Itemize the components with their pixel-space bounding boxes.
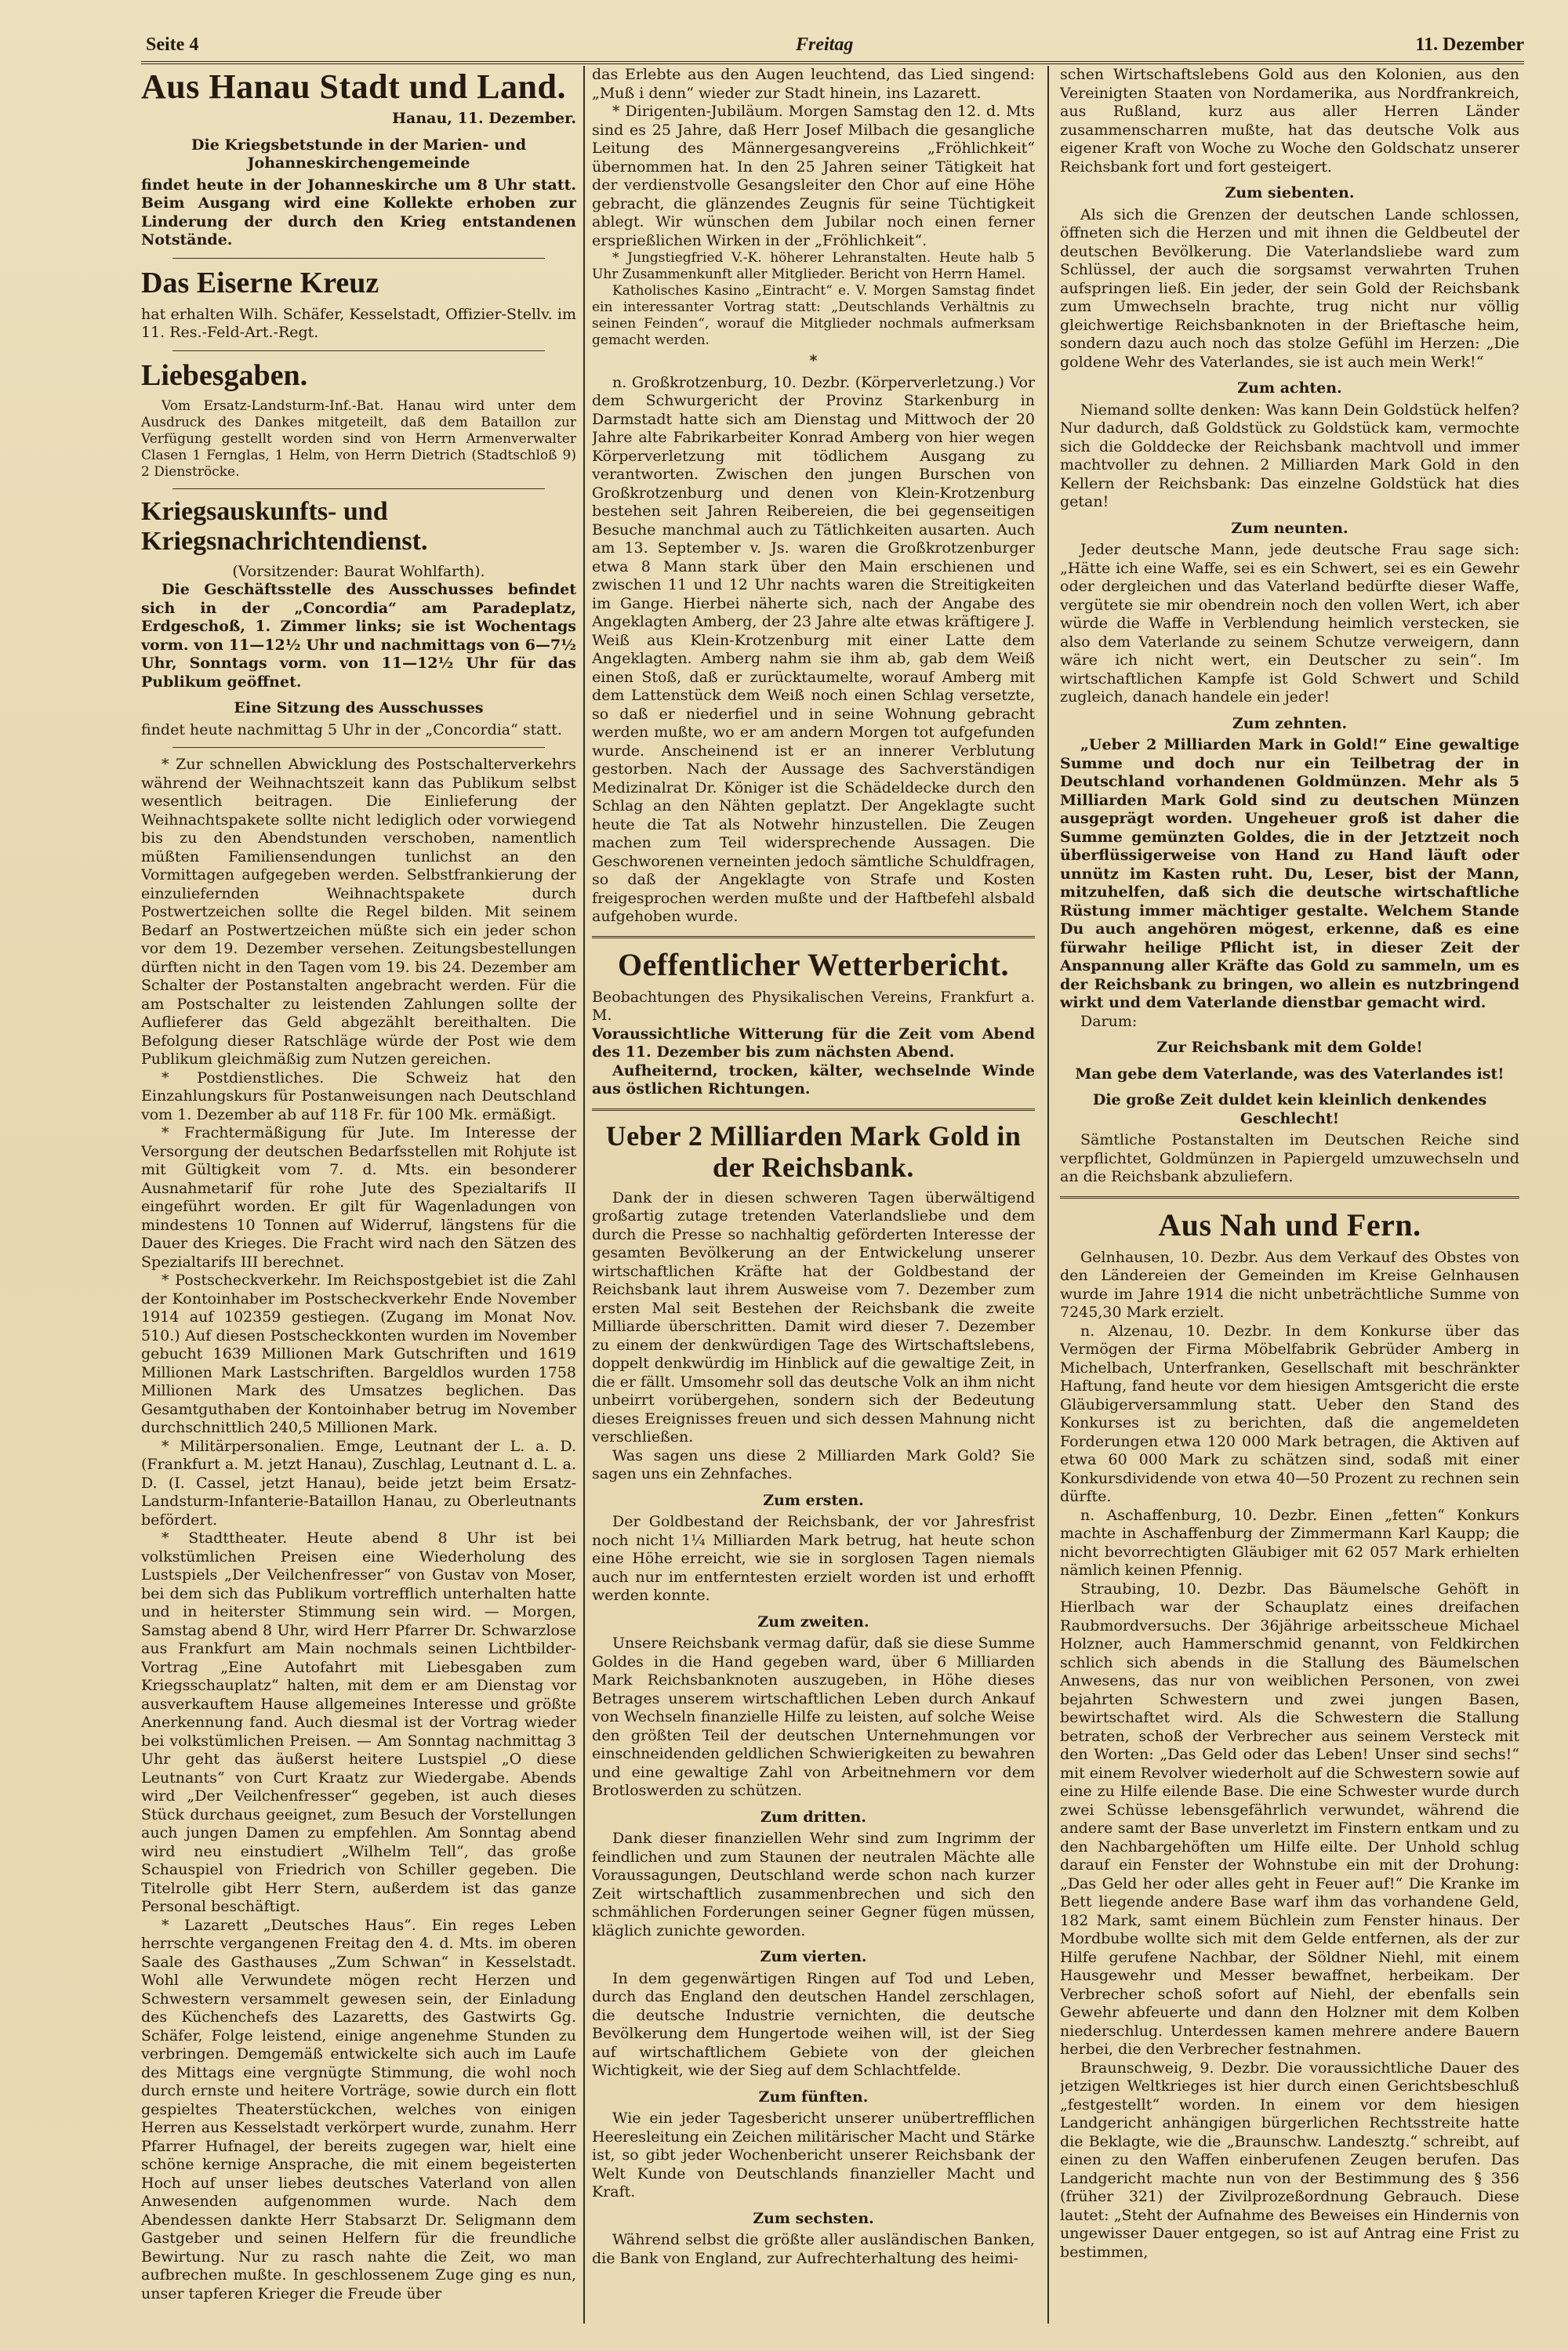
divider	[172, 350, 545, 351]
divider	[592, 936, 1035, 938]
kasino-article: Katholisches Kasino „Eintracht“ e. V. Morgen Samstag findet ein interessanter Vortrag statt: „Deutschlands Verhältnis zu seinen Feinden“, worauf die Mitglieder nochmals aufmerksam gemacht werden.	[592, 283, 1035, 348]
wetterbericht-title: Oeffentlicher Wetterbericht.	[618, 946, 1009, 982]
wetterbericht-text: Aufheiternd, trocken, kälter, wechselnde Winde aus östlichen Richtungen.	[592, 1061, 1035, 1097]
jungsiegfried-article: * Jungstiegfried V.-K. höherer Lehranstalten. Heute halb 5 Uhr Zusammenkunft aller Mitglieder. Bericht von Herrn Hamel.	[592, 250, 1035, 282]
jute-article: * Frachtermäßigung für Jute. Im Interesse der Versorgung der deutschen Bedarfsstellen mit Rohjute ist mit Gültigkeit vom 7. d. Mts. ein besonderer Ausnahmetarif für rohe Jute des Spezialtarifs II eingeführt worden. Er gilt für Wagenladungen von mindestens 10 Tonnen auf Widerruf, längstens für die Dauer des Krieges. Die Fracht wird nach den Sätzen des Spezialtarifs III berechnet.	[141, 1124, 576, 1271]
gold-intro: Dank der in diesen schweren Tagen überwältigend großartig zutage tretenden Vaterlandsliebe und dem durch die Presse so nachhaltig geförderten Interesse der gesamten Bevölkerung an der Entwickelung unserer wirtschaftlichen Kräfte hat der Goldbestand der Reichsbank laut ihrem Ausweise vom 7. Dezember zum ersten Mal seit Bestehen der Reichsbank die zweite Milliarde überschritten. Damit wird dieser 7. Dezember zu einem der denkwürdigen Tage des Wirtschaftslebens, doppelt denkwürdig im Hinblick auf die gewaltige Zeit, in die er fällt. Umsomehr soll das deutsche Volk an ihm nicht unbeirrt vorübergehen, sondern sich der Bedeutung dieses Ereignisses freuen und sich dessen Mahnung nicht verschließen.	[592, 1188, 1035, 1446]
gold-text-1: Der Goldbestand der Reichsbank, der vor Jahresfrist noch nicht 1¼ Milliarden Mark betrug, hat heute schon eine Höhe erreicht, wie sie in sorglosen Tagen niemals auch nur im entferntesten erzielt worden ist und erhofft werden konnte.	[592, 1513, 1035, 1604]
slogan-1: Zur Reichsbank mit dem Golde!	[1156, 1039, 1423, 1056]
postscheck-article: * Postscheckverkehr. Im Reichspostgebiet ist die Zahl der Kontoinhaber im Postscheckverkehr Ende November 1914 auf 102359 gestiegen. (Zugang im Monat Nov. 510.) Auf diesen Postscheckkonten wurden im November gebucht 1639 Millionen Mark Gutschriften und 1619 Millionen Mark Lastschriften. Bargeldlos wurden 1758 Millionen Mark des Umsatzes beglichen. Das Gesamtguthaben der Kontoinhaber betrug im November durchschnittlich 240,5 Millionen Mark.	[141, 1272, 576, 1436]
militaer-article: * Militärpersonalien. Emge, Leutnant der L. a. D. (Frankfurt a. M. jetzt Hanau), Zuschlag, Leutnant d. L. a. D. (I. Cassel, jetzt Hanau), beide jetzt beim Ersatz-Landsturm-Infanterie-Bataillon Hanau, zu Oberleutnants befördert.	[141, 1437, 576, 1529]
issue-date: 11. Dezember	[1415, 34, 1524, 55]
gold-heading-5: Zum fünften.	[758, 2088, 869, 2106]
gold-text-10: „Ueber 2 Milliarden Mark in Gold!“ Eine gewaltige Summe und doch nur ein Teilbetrag der in Deutschland vorhandenen Goldmünzen. Mehr als 5 Milliarden Mark Gold sind zu deutschen Münzen ausgeprägt worden. Ungeheuer groß ist daher die Summe gemünzten Goldes, die in der Jetztzeit noch überflüssigerweise von Hand zu Hand läuft oder unnütz im Kasten ruht. Du, Leser, bist der Mann, mitzuhelfen, daß sich die deutsche wirtschaftliche Rüstung immer mächtiger gestalte. Welchem Stande Du auch angehören mögest, erkenne, daß es eine fürwahr heilige Pflicht ist, in dieser Zeit der Anspannung aller Kräfte das Gold zu sammeln, um es der Reichsbank zu bringen, wo allein es nutzbringend wirkt und dem Vaterlande dienstbar gemacht wird.	[1060, 736, 1519, 1011]
divider	[592, 1108, 1035, 1111]
grosskrotzenburg-article: n. Großkrotzenburg, 10. Dezbr. (Körperverletzung.) Vor dem Schwurgericht der Provinz Starkenburg in Darmstadt hatte sich am Dienstag und Mittwoch der 20 Jahre alte Fabrikarbeiter Konrad Amberg von hier wegen Körperverletzung mit tödlichem Ausgang zu verantworten. Zwischen den jungen Burschen von Großkrotzenburg und denen von Klein-Krotzenburg bestehen seit Jahren Reibereien, die bei gegenseitigen Besuche manchmal auch zu Tätlichkeiten ausarten. Auch am 13. September v. Js. waren die Großkrotzenburger etwa 8 Mann stark über den Main erschienen und zwischen 11 und 12 Uhr nachts waren die Streitigkeiten im Gange. Hierbei näherte sich, nach der Angabe des Angeklagten Amberg, der 23 Jahre alte etwas kräftigere J. Weiß aus Klein-Krotzenburg mit einer Latte dem Angeklagten. Amberg nahm sie ihm ab, gab dem Weiß einen Stoß, daß er zurücktaumelte, worauf Amberg mit dem Lattenstück dem Weiß noch einen Schlag versetzte, so daß er niederfiel und in seine Wohnung gebracht werden mußte, wo er am andern Morgen tot aufgefunden wurde. Anscheinend ist er an innerer Verblutung gestorben. Nach der Aussage des Sachverständigen Medizinalrat Dr. Königer ist die Schädeldecke durch den Schlag an den Nähten geplatzt. Der Angeklagte sucht heute die Tat als Notwehr hinzustellen. Die Zeugen machen zum Teil widersprechende Aussagen. Die Geschworenen verneinten jedoch sämtliche Schuldfragen, so daß der Angeklagte von Strafe und Kosten freigesprochen werden mußte und der Haftbefehl alsbald aufgehoben wurde.	[592, 373, 1035, 925]
header-rule	[141, 61, 1524, 64]
dateline: Hanau, 11. Dezember.	[392, 110, 576, 127]
gold-heading-4: Zum vierten.	[760, 1948, 867, 1965]
gold-title: Ueber 2 Milliarden Mark Gold in der Reichsbank.	[605, 1119, 1022, 1183]
column-2	[592, 66, 1035, 2324]
lazarett-continued: das Erlebte aus den Augen leuchtend, das Lied singend: „Muß i denn“ wieder zur Stadt hinein, ins Lazarett.	[592, 66, 1035, 102]
gold-text-2: Unsere Reichsbank vermag dafür, daß sie diese Summe Goldes in die Hand gegeben ward, über 6 Milliarden Mark Reichsbanknoten auszugeben, in Höhe dieses Betrages unserem wirtschaftlichen Leben durch Ankauf von Wechseln finanzielle Hilfe zu leisten, auf solche Weise den größten Teil der deutschen Unternehmungen vor einschneidenden geldlichen Schwierigkeiten zu bewahren und eine gewaltige Zahl von Arbeitnehmern vor dem Brotloswerden zu schützen.	[592, 1634, 1035, 1799]
aschaffenburg-article: n. Aschaffenburg, 10. Dezbr. Einen „fetten“ Konkurs machte in Aschaffenburg der Zimmermann Karl Kaupp; die nicht bevorrechtigten Gläubiger mit 62 057 Mark erhielten nämlich keinen Pfennig.	[1060, 1506, 1519, 1579]
sitzung-text: findet heute nachmittag 5 Uhr in der „Concordia“ statt.	[141, 720, 562, 738]
star-separator: *	[809, 352, 818, 369]
gelnhausen-article: Gelnhausen, 10. Dezbr. Aus dem Verkauf des Obstes von den Ländereien der Gemeinden im Kreise Gelnhausen wurde im Jahre 1914 die nicht unbeträchtliche Summe von 7245,30 Mark erzielt.	[1060, 1248, 1519, 1321]
gold-text-5: Wie ein jeder Tagesbericht unserer unübertrefflichen Heeresleitung ein Zeichen militärischer Macht und Stärke ist, so gibt jeder Wochenbericht unserer Reichsbank der Welt Kunde von Deutschlands finanzieller Macht und Kraft.	[592, 2110, 1035, 2200]
gold-text-8: Niemand sollte denken: Was kann Dein Goldstück helfen? Nur dadurch, daß Goldstück zu Goldstück kam, vermochte sich die Golddecke der Reichsbank machtvoll und immer machtvoller zu dehnen. 2 Milliarden Mark Gold in den Kellern der Reichsbank: Das einzelne Goldstück hat dies getan!	[1060, 401, 1519, 510]
gold-heading-1: Zum ersten.	[763, 1491, 864, 1509]
gold-text-3: Dank dieser finanziellen Wehr sind zum Ingrimm der feindlichen und zum Staunen der neutralen Mächte alle Voraussagungen, Deutschland werde schon nach kurzer Zeit wirtschaftlich zusammenbrechen und sich den schmählichen Forderungen seiner Gegner fügen müssen, kläglich zunichte geworden.	[592, 1830, 1035, 1939]
gold-question: Was sagen uns diese 2 Milliarden Mark Gold? Sie sagen uns ein Zehnfaches.	[592, 1446, 1035, 1482]
column-3	[1060, 66, 1519, 2324]
darum: Darum:	[1080, 1012, 1138, 1030]
dirigent-article: * Dirigenten-Jubiläum. Morgen Samstag den 12. d. Mts sind es 25 Jahre, daß Herr Josef Milbach die gesangliche Leitung des Männergesangvereins „Fröhlichkeit“ übernommen hat. In den 25 Jahren seiner Tätigkeit hat der verdienstvolle Gesangsleiter den Chor auf eine Höhe gebracht, die glänzendes Zeugnis für seine Tüchtigkeit ablegt. Wir wünschen dem Jubilar noch einen ferner ersprießlichen Wirken in der „Fröhlichkeit“.	[592, 103, 1035, 249]
gold-text-9: Jeder deutsche Mann, jede deutsche Frau sage sich: „Hätte ich eine Waffe, sei es ein Schwert, sei es ein Gewehr oder dergleichen und das Vaterland bedürfte dieser Waffe, vergütete sie mir obendrein noch den vollen Wert, ich aber würde die Waffe in Verblendung heimlich verstecken, sie also dem Vaterlande zu seinem Schutze verweigern, dann wäre ich nicht wert, ein Deutscher zu sein“. Im wirtschaftlichen Kampfe ist Gold Schwert und Schild zugleich, danach handele ein jeder!	[1060, 541, 1519, 706]
liebesgaben-text: Vom Ersatz-Landsturm-Inf.-Bat. Hanau wird unter dem Ausdruck des Dankes mitgeteilt, daß dem Bataillon zur Verfügung gestellt worden sind von Herrn Armenverwalter Clasen 1 Fernglas, 1 Helm, von Herrn Dietrich (Stadtschloß 9) 2 Dienströcke.	[141, 397, 576, 480]
gold-heading-8: Zum achten.	[1237, 379, 1342, 397]
divider	[1060, 1196, 1519, 1199]
page-header	[55, 34, 1524, 60]
lazarett-article: * Lazarett „Deutsches Haus“. Ein reges Leben herrschte vergangenen Freitag den 4. d. Mts. im oberen Saale des Gasthauses „Zum Schwan“ in Kesselstadt. Wohl alle Verwundete mögen recht Herzen und Schwestern versammelt gewesen sein, der Einladung des Küchenchefs des Lazaretts, des Gastwirts Gg. Schäfer, Folge leistend, einige angenehme Stunden zu verbringen. Demgemäß entwickelte sich auch im Laufe des Mittags eine vergnügte Stimmung, die wohl noch durch ernste und heitere Vorträge, sowie durch ein flott gespieltes Theaterstückchen, welches von einigen Herren aus Kesselstadt verkörpert wurde, zunahm. Herr Pfarrer Hufnagel, der bereits zugegen war, hielt eine schöne kernige Ansprache, die mit einem begeisterten Hoch auf unser liebes deutsches Vaterland von allen Anwesenden aufgenommen wurde. Nach dem Abendessen dankte Herr Stabsarzt Dr. Seligmann dem Gastgeber und seinen Helfern für die freundliche Bewirtung. Nur zu rasch nahte die Zeit, wo man aufbrechen mußte. In geschlossenem Zuge ging es nun, unser tapferen Krieger die Freude über	[141, 1916, 576, 2302]
divider	[172, 747, 545, 748]
nah-fern-title: Aus Nah und Fern.	[1158, 1206, 1421, 1243]
wetterbericht-source: Beobachtungen des Physikalischen Vereins, Frankfurt a. M.	[592, 988, 1035, 1024]
alzenau-article: n. Alzenau, 10. Dezbr. In dem Konkurse über das Vermögen der Firma Möbelfabrik Gebrüder Amberg in Michelbach, Unterfranken, Gesellschaft mit beschränkter Haftung, fand heute vor dem hiesigen Amtsgericht die erste Gläubigerversammlung statt. Ueber den Stand des Konkurses ist zu berichten, daß die angemeldeten Forderungen etwa 120 000 Mark betragen, die Aktiven auf etwa 60 000 Mark zu schätzen sind, sodaß mit einer Konkursdividende von etwa 40—50 Prozent zu rechnen sein dürfte.	[1060, 1322, 1519, 1505]
gold-heading-6: Zum sechsten.	[753, 2209, 874, 2227]
braunschweig-article: Braunschweig, 9. Dezbr. Die voraussichtliche Dauer des jetzigen Weltkrieges ist hier durch einen Gerichtsbeschluß „festgestellt“ worden. In einem vor dem hiesigen Landgericht anhängigen bürgerlichen Rechtsstreite hatte die Beklagte, wie die „Braunschw. Landesztg.“ schreibt, auf einen zu den Waffen einberufenen Zeugen berufen. Das Landgericht machte nun von der Bestimmung des § 356 (früher 321) der Zivilprozeßordnung Gebrauch. Diese lautet: „Steht der Aufnahme des Beweises ein Hindernis von ungewisser Dauer entgegen, so ist auf Antrag eine Frist zu bestimmen,	[1060, 2059, 1519, 2261]
page-number: Seite 4	[146, 34, 199, 55]
gold-heading-2: Zum zweiten.	[757, 1613, 869, 1631]
gold-text-4: In dem gegenwärtigen Ringen auf Tod und Leben, durch das England den deutschen Handel zerschlagen, die deutsche Industrie vernichten, die deutsche Bevölkerung dem Hungertode weihen will, ist der Sieg auf wirtschaftlichem Gebiete von der gleichen Wichtigkeit, wie der Sieg auf dem Schlachtfelde.	[592, 1969, 1035, 2079]
sitzung-heading: Eine Sitzung des Ausschusses	[234, 699, 484, 717]
kriegsauskunft-text: Die Geschäftsstelle des Ausschusses befindet sich in der „Concordia“ am Paradeplatz, Erdgeschoß, 1. Zimmer links; sie ist Wochentags vorm. von 11—12½ Uhr und nachmittags von 6—7½ Uhr, Sonntags vorm. von 11—12½ Uhr für das Publikum geöffnet.	[141, 581, 576, 691]
gold-continued: schen Wirtschaftslebens Gold aus den Kolonien, aus den Vereinigten Staaten von Nordamerika, aus Nordfrankreich, aus Rußland, kurz aus aller Herren Länder zusammenscharren mußte, hat das deutsche Volk aus eigener Kraft von Woche zu Woche den Goldschatz unserer Reichsbank fort und fort gesteigert.	[1060, 66, 1519, 176]
gold-heading-3: Zum dritten.	[760, 1808, 866, 1826]
eisernes-kreuz-text: hat erhalten Wilh. Schäfer, Kesselstadt, Offizier-Stellv. im 11. Res.-Feld-Art.-Regt.	[141, 305, 576, 341]
stadttheater-article: * Stadttheater. Heute abend 8 Uhr ist bei volkstümlichen Preisen eine Wiederholung des Lustspiels „Der Veilchenfresser“ von Gustav von Moser, bei dem sich das Publikum vortrefflich unterhalten hatte und in heiterster Stimmung sein wird. — Morgen, Samstag abend 8 Uhr, wird Herr Pfarrer Dr. Schwarzlose aus Frankfurt am Main nochmals seinen Lichtbilder-Vortrag „Eine Autofahrt mit Liebesgaben zum Kriegsschauplatz“ halten, mit dem er am Dienstag vor ausverkauftem Hause allgemeines Interesse und größte Anerkennung fand. Auch diesmal ist der Vortrag wieder bei volkstümlichen Preisen. — Am Sonntag nachmittag 3 Uhr geht das äußerst heitere Lustspiel „O diese Leutnants“ von Curt Kraatz zur Wiedergabe. Abends wird „Der Veilchenfresser“ gegeben, ist auch dieses Stück durchaus geeignet, zum Besuch der Vorstellungen auch jungen Damen zu empfehlen. Am Sonntag abend wird neu einstudiert „Wilhelm Tell“, das große Schauspiel von Friedrich von Schiller gegeben. Die Titelrolle gibt Herr Stern, außerdem ist das ganze Personal beschäftigt.	[141, 1529, 576, 1915]
postanstalten-note: Sämtliche Postanstalten im Deutschen Reiche sind verpflichtet, Goldmünzen in Papiergeld umzuwechseln und an die Reichsbank abzuliefern.	[1060, 1131, 1519, 1185]
kirche-heading: Die Kriegsbetstunde in der Marien- und Johanneskirchengemeinde	[191, 136, 526, 172]
gold-heading-10: Zum zehnten.	[1232, 714, 1348, 732]
straubing-article: Straubing, 10. Dezbr. Das Bäumelsche Gehöft in Hierlbach war der Schauplatz eines dreifachen Raubmordversuchs. Der 36jährige arbeitsscheue Michael Holzner, auch Hammerschmid genannt, von Feldkirchen schlich sich abends in die Stallung des Bäumelschen Anwesens, das nur von weiblichen Personen, von zwei bejahrten Schwestern und zwei jungen Basen, bewirtschaftet wird. Als die Schwestern die Stallung betraten, schoß der Verbrecher aus seinem Versteck mit den Worten: „Das Geld oder das Leben! Unser sind sechs!“ mit einem Revolver wiederholt auf die Schwestern sowie auf eine zu Hilfe eilende Base. Die eine Schwester wurde durch zwei Schüsse lebensgefährlich verwundet, während die andere samt der Base unverletzt im Finstern entkam und zu den Nachbargehöften um Hilfe eilte. Der Unhold schlug darauf ein Fenster der Wohnstube ein mit der Drohung: „Das Geld her oder alles geht in Feuer auf!“ Die Kranke im Bett liegende andere Base warf ihm das vorhandene Geld, 182 Mark, samt einem Büchlein zum Fenster hinaus. Der Mordbube wollte sich mit dem Gelde entfernen, als der zur Hilfe gerufene Nachbar, der Söldner Niehl, mit einem Hausgewehr und Messer bewaffnet, herbeikam. Der Verbrecher schoß sofort auf Niehl, der ebenfalls sein Gewehr abfeuerte und dann den Holzner mit dem Kolben niederschlug. Unterdessen kamen mehrere andere Bauern herbei, die den Verbrecher festnahmen.	[1060, 1580, 1519, 2058]
kriegsauskunft-chair: (Vorsitzender: Baurat Wohlfarth).	[232, 562, 485, 580]
column-rule-1	[583, 66, 585, 2324]
wetterbericht-heading: Voraussichtliche Witterung für die Zeit vom Abend des 11. Dezember bis zum nächsten Abend.	[592, 1025, 1035, 1061]
liebesgaben-title: Liebesgaben.	[141, 358, 308, 392]
gold-heading-9: Zum neunten.	[1231, 519, 1348, 537]
gold-text-6: Während selbst die größte aller ausländischen Banken, die Bank von England, zur Aufrechterhaltung des heimi-	[592, 2231, 1035, 2267]
post-article: * Zur schnellen Abwicklung des Postschalterverkehrs während der Weihnachtszeit kann das Publikum selbst wesentlich beitragen. Die Einlieferung der Weihnachtspakete sollte nicht lediglich oder vorwiegend bis zu den Abendstunden verschoben, namentlich müßten Familiensendungen tunlichst an den Vormittagen aufgegeben werden. Selbstfrankierung der einzuliefernden Weihnachtspakete durch Postwertzeichen sollte die Regel bilden. Mit seinem Bedarf an Postwertzeichen müßte sich ein jeder schon vor dem 19. Dezember versehen. Zeitungsbestellungen dürften nicht in den Tagen vom 19. bis 24. Dezember am Schalter der Postanstalten angebracht werden. Für die am Postschalter zu leistenden Zahlungen sollte der Auflieferer das Geld abgezählt bereithalten. Die Befolgung dieser Ratschläge würde der Post wie dem Publikum gleichmäßig zum Nutzen gereichen.	[141, 756, 576, 1068]
gold-text-7: Als sich die Grenzen der deutschen Lande schlossen, öffneten sich die Herzen und mit ihnen die Geldbeutel der deutschen Bevölkerung. Die Vaterlandsliebe ward zum Schlüssel, der auch die sorgsamst verwahrten Truhen aufspringen ließ. Ein jeder, der sein Gold der Reichsbank zum Umwechseln brachte, trug nicht nur völlig gleichwertige Reichsbanknoten in der Brieftasche heim, sondern dazu auch noch das stolze Gefühl im Herzen: „Die goldene Wehr des Vaterlandes, sie ist auch mein Werk!“	[1060, 205, 1519, 371]
slogan-2: Man gebe dem Vaterlande, was des Vaterlandes ist!	[1075, 1065, 1504, 1083]
kirche-text: findet heute in der Johanneskirche um 8 Uhr statt. Beim Ausgang wird eine Kollekte erhoben zur Linderung der durch den Krieg entstandenen Notstände.	[141, 176, 576, 249]
postdienst-article: * Postdienstliches. Die Schweiz hat den Einzahlungskurs für Postanweisungen nach Deutschland vom 1. Dezember ab auf 118 Fr. für 100 Mk. ermäßigt.	[141, 1068, 576, 1123]
divider	[172, 488, 545, 489]
gold-heading-7: Zum siebenten.	[1225, 184, 1355, 201]
divider	[172, 258, 545, 259]
section-title-hanau: Aus Hanau Stadt und Land.	[141, 67, 566, 106]
kriegsauskunft-title: Kriegsauskunfts- und Kriegsnachrichtendienst.	[141, 496, 428, 556]
eisernes-kreuz-title: Das Eiserne Kreuz	[141, 266, 379, 299]
column-1	[141, 66, 576, 2324]
weekday: Freitag	[796, 34, 854, 55]
column-rule-2	[1047, 66, 1049, 2324]
slogan-3: Die große Zeit duldet kein kleinlich denkendes Geschlecht!	[1092, 1091, 1487, 1127]
